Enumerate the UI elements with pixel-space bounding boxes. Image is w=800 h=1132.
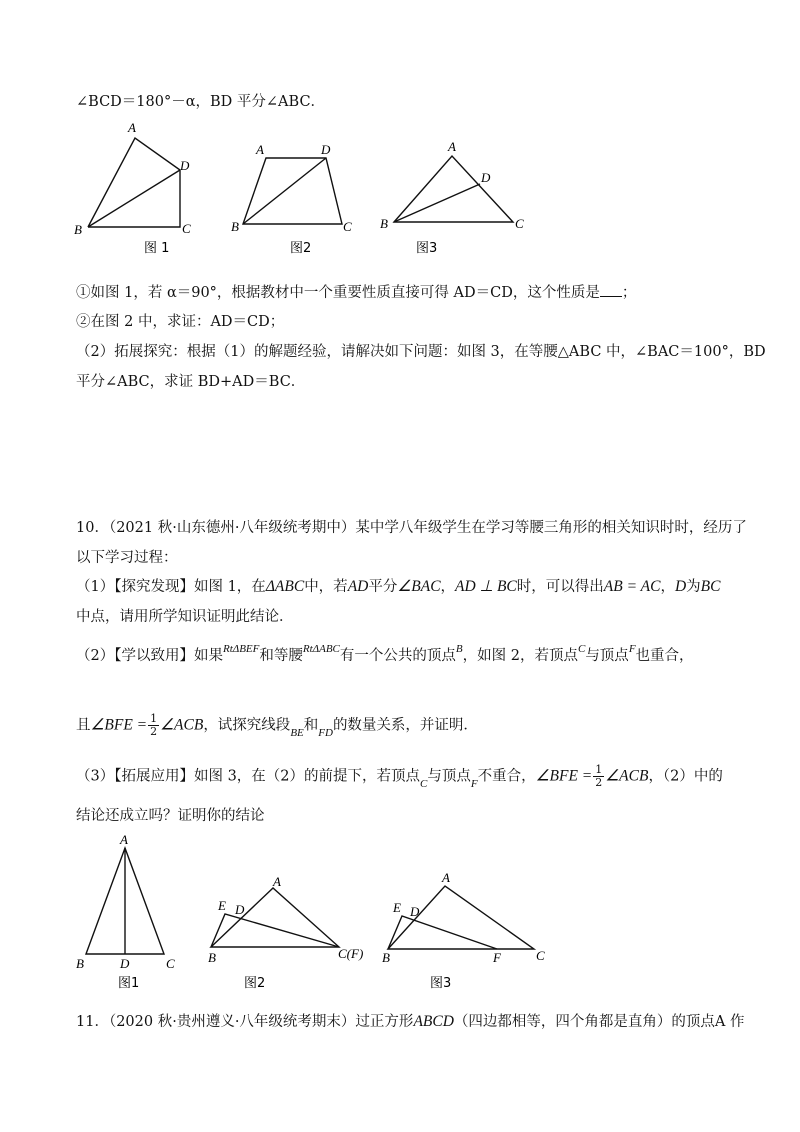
fig-b1-label-B: B [76,956,84,971]
q10-s4-F: F [470,777,478,790]
q10-s4-C: C [420,777,428,790]
q10-s2-B: B [455,643,463,655]
q9-part4-text: 平分∠ABC，求证 BD+AD＝BC． [76,374,306,390]
fig-b2-label-D: D [235,902,245,917]
figure-b1 [86,848,164,954]
q10-heading-line2 [76,548,178,568]
fig-b3-label-A: A [442,870,450,885]
figure-a2 [243,158,342,224]
q10-s4-num: 1 [595,763,603,776]
q9-part4-line [76,372,305,392]
fig-b3-label-F: F [493,950,501,965]
q10-s1-c5: D [674,578,687,595]
q10-s4-den: 2 [595,776,603,789]
fig-a1-label-D: D [180,158,190,173]
q10-s3-acb: ∠ACB [160,716,204,734]
fig-a3-label-C: C [515,216,524,231]
q10-s1-c3: AD ⊥ BC [455,578,517,595]
q10-s1-c4: AB = AC [603,578,661,595]
fig-b1-label-C: C [166,956,175,971]
q10-s1-g: 为 [686,579,701,595]
q10-s4-eq: ∠BFE = [535,767,593,785]
q10-s1-f: ， [660,579,675,595]
q10-s2-C: C [577,643,586,655]
q10-heading-line [76,518,747,538]
q10-s5-text: 结论还成立吗？证明你的结论 [76,808,265,824]
q10-s3-BE: BE [290,726,304,739]
fig-a2-label-D: D [321,142,331,157]
fig-a3-label-D: D [481,170,491,185]
q11-b: （四边都相等，四个角都是直角）的顶点A 作 [453,1014,745,1030]
fig-b2-label-E: E [218,898,226,913]
fig-b3-label-C: C [536,948,545,963]
fig-a2-label-A: A [256,142,264,157]
fig-b3-label-D: D [410,904,420,919]
q10-heading-text: 10．（2021 秋·山东德州·八年级统考期中）某中学八年级学生在学习等腰三角形的相关知识时时，经历了 [76,520,747,536]
q10-s1-d: ， [440,579,456,595]
q11-line [76,1012,745,1032]
fig-a2-caption: 图2 [290,241,312,256]
figure-set-b [60,830,580,996]
q10-s1-e: 时，可以得出 [516,579,604,595]
q10-heading-text2: 以下学习过程： [76,550,178,566]
fig-a2-label-B: B [231,219,239,234]
q10-s2-t2: RtΔABC [302,643,340,655]
q10-s3-line [76,713,478,738]
q11-abcd: ABCD [413,1013,454,1030]
q9-part3-line [76,342,766,362]
fig-b1-label-A: A [120,832,128,847]
condition-text: ∠BCD＝180°－α，BD 平分∠ABC． [76,94,326,110]
fig-a3-label-B: B [380,216,388,231]
fig-a3-caption: 图3 [416,241,438,256]
q10-s2-d: ，如图 2，若顶点 [462,648,578,664]
q10-s2-a: （2）【学以致用】如果 [76,648,223,664]
q10-s1-line2 [76,607,294,627]
fig-b2-caption: 图2 [244,976,266,991]
fig-b2-label-A: A [273,874,281,889]
q10-s3-a: 且 [76,717,91,734]
fig-a1-label-C: C [182,221,191,236]
q9-part1-line [76,282,636,303]
q10-s1-a: （1）【探究发现】如图 1，在 [76,579,266,595]
q10-s1-triangle: ΔABC [265,578,305,595]
q10-s1-line [76,577,720,597]
figure-set-a [60,118,540,258]
fig-b3-caption: 图3 [430,976,452,991]
q9-part1-text: ①如图 1，若 α＝90°，根据教材中一个重要性质直接可得 AD＝CD，这个性质是 [76,285,600,301]
q10-s4-fraction [593,764,604,789]
q10-s4-line [76,764,723,789]
q10-s2-t1: RtΔBEF [222,643,260,655]
q10-s3-eq: ∠BFE = [90,716,148,734]
q10-s3-b: ，试探究线段 [203,717,291,734]
q10-s4-acb: ∠ACB [605,767,649,785]
fig-a1-label-B: B [74,222,82,237]
q9-part3-text: （2）拓展探究：根据（1）的解题经验，请解决如下问题：如图 3，在等腰△ABC 中，∠BAC＝100°，BD [76,344,766,360]
q10-s2-e: 与顶点 [585,648,629,664]
q10-s1-c2: ∠BAC [397,578,441,595]
q10-s2-F: F [628,643,636,655]
q10-s5-line [76,806,265,826]
fig-a2-label-C: C [343,219,352,234]
fig-b1-label-D: D [120,956,130,971]
fig-a3-label-A: A [448,139,456,154]
figure-b2 [211,888,339,947]
q10-s4-d: ，（2）中的 [648,768,723,785]
figure-a3 [394,156,513,222]
q10-s1-c1: AD [347,578,369,595]
q10-s2-c: 有一个公共的顶点 [339,648,456,664]
q10-s4-b: 与顶点 [427,768,471,785]
q10-s3-num: 1 [150,712,158,725]
q10-s3-c: 和 [303,717,319,734]
fig-a1-caption: 图 1 [144,241,170,256]
q10-s1-b: 中，若 [304,579,348,595]
q10-s2-f: 也重合， [635,648,694,664]
q9-part1-end: ； [621,285,637,301]
fig-b2-label-CF: C(F) [338,946,364,961]
fig-b1-caption: 图1 [118,976,140,991]
figure-a1 [88,138,180,227]
q10-s1-h: 中点，请用所学知识证明此结论． [76,609,294,625]
q10-s2-b: 和等腰 [259,648,303,664]
fig-b3-label-E: E [393,900,401,915]
fig-a1-label-A: A [128,120,136,135]
q10-s2-line [76,643,694,667]
q10-s1-c: 平分 [368,579,398,595]
q11-a: 11．（2020 秋·贵州遵义·八年级统考期末）过正方形 [76,1014,414,1030]
q10-s4-a: （3）【拓展应用】如图 3，在（2）的前提下，若顶点 [76,768,421,785]
q10-s3-fraction [148,713,159,738]
q10-s1-c6: BC [700,578,721,595]
fig-b2-label-B: B [208,950,216,965]
q10-s3-d: 的数量关系，并证明． [332,717,478,734]
q9-part2-text: ②在图 2 中，求证：AD＝CD； [76,314,285,330]
answer-blank[interactable] [600,282,622,297]
q10-s3-FD: FD [318,726,333,739]
fig-b3-label-B: B [382,950,390,965]
q10-s4-c: 不重合， [477,768,536,785]
q9-part2-line [76,312,284,332]
q10-s3-den: 2 [150,725,158,738]
text-line-top [76,92,325,112]
